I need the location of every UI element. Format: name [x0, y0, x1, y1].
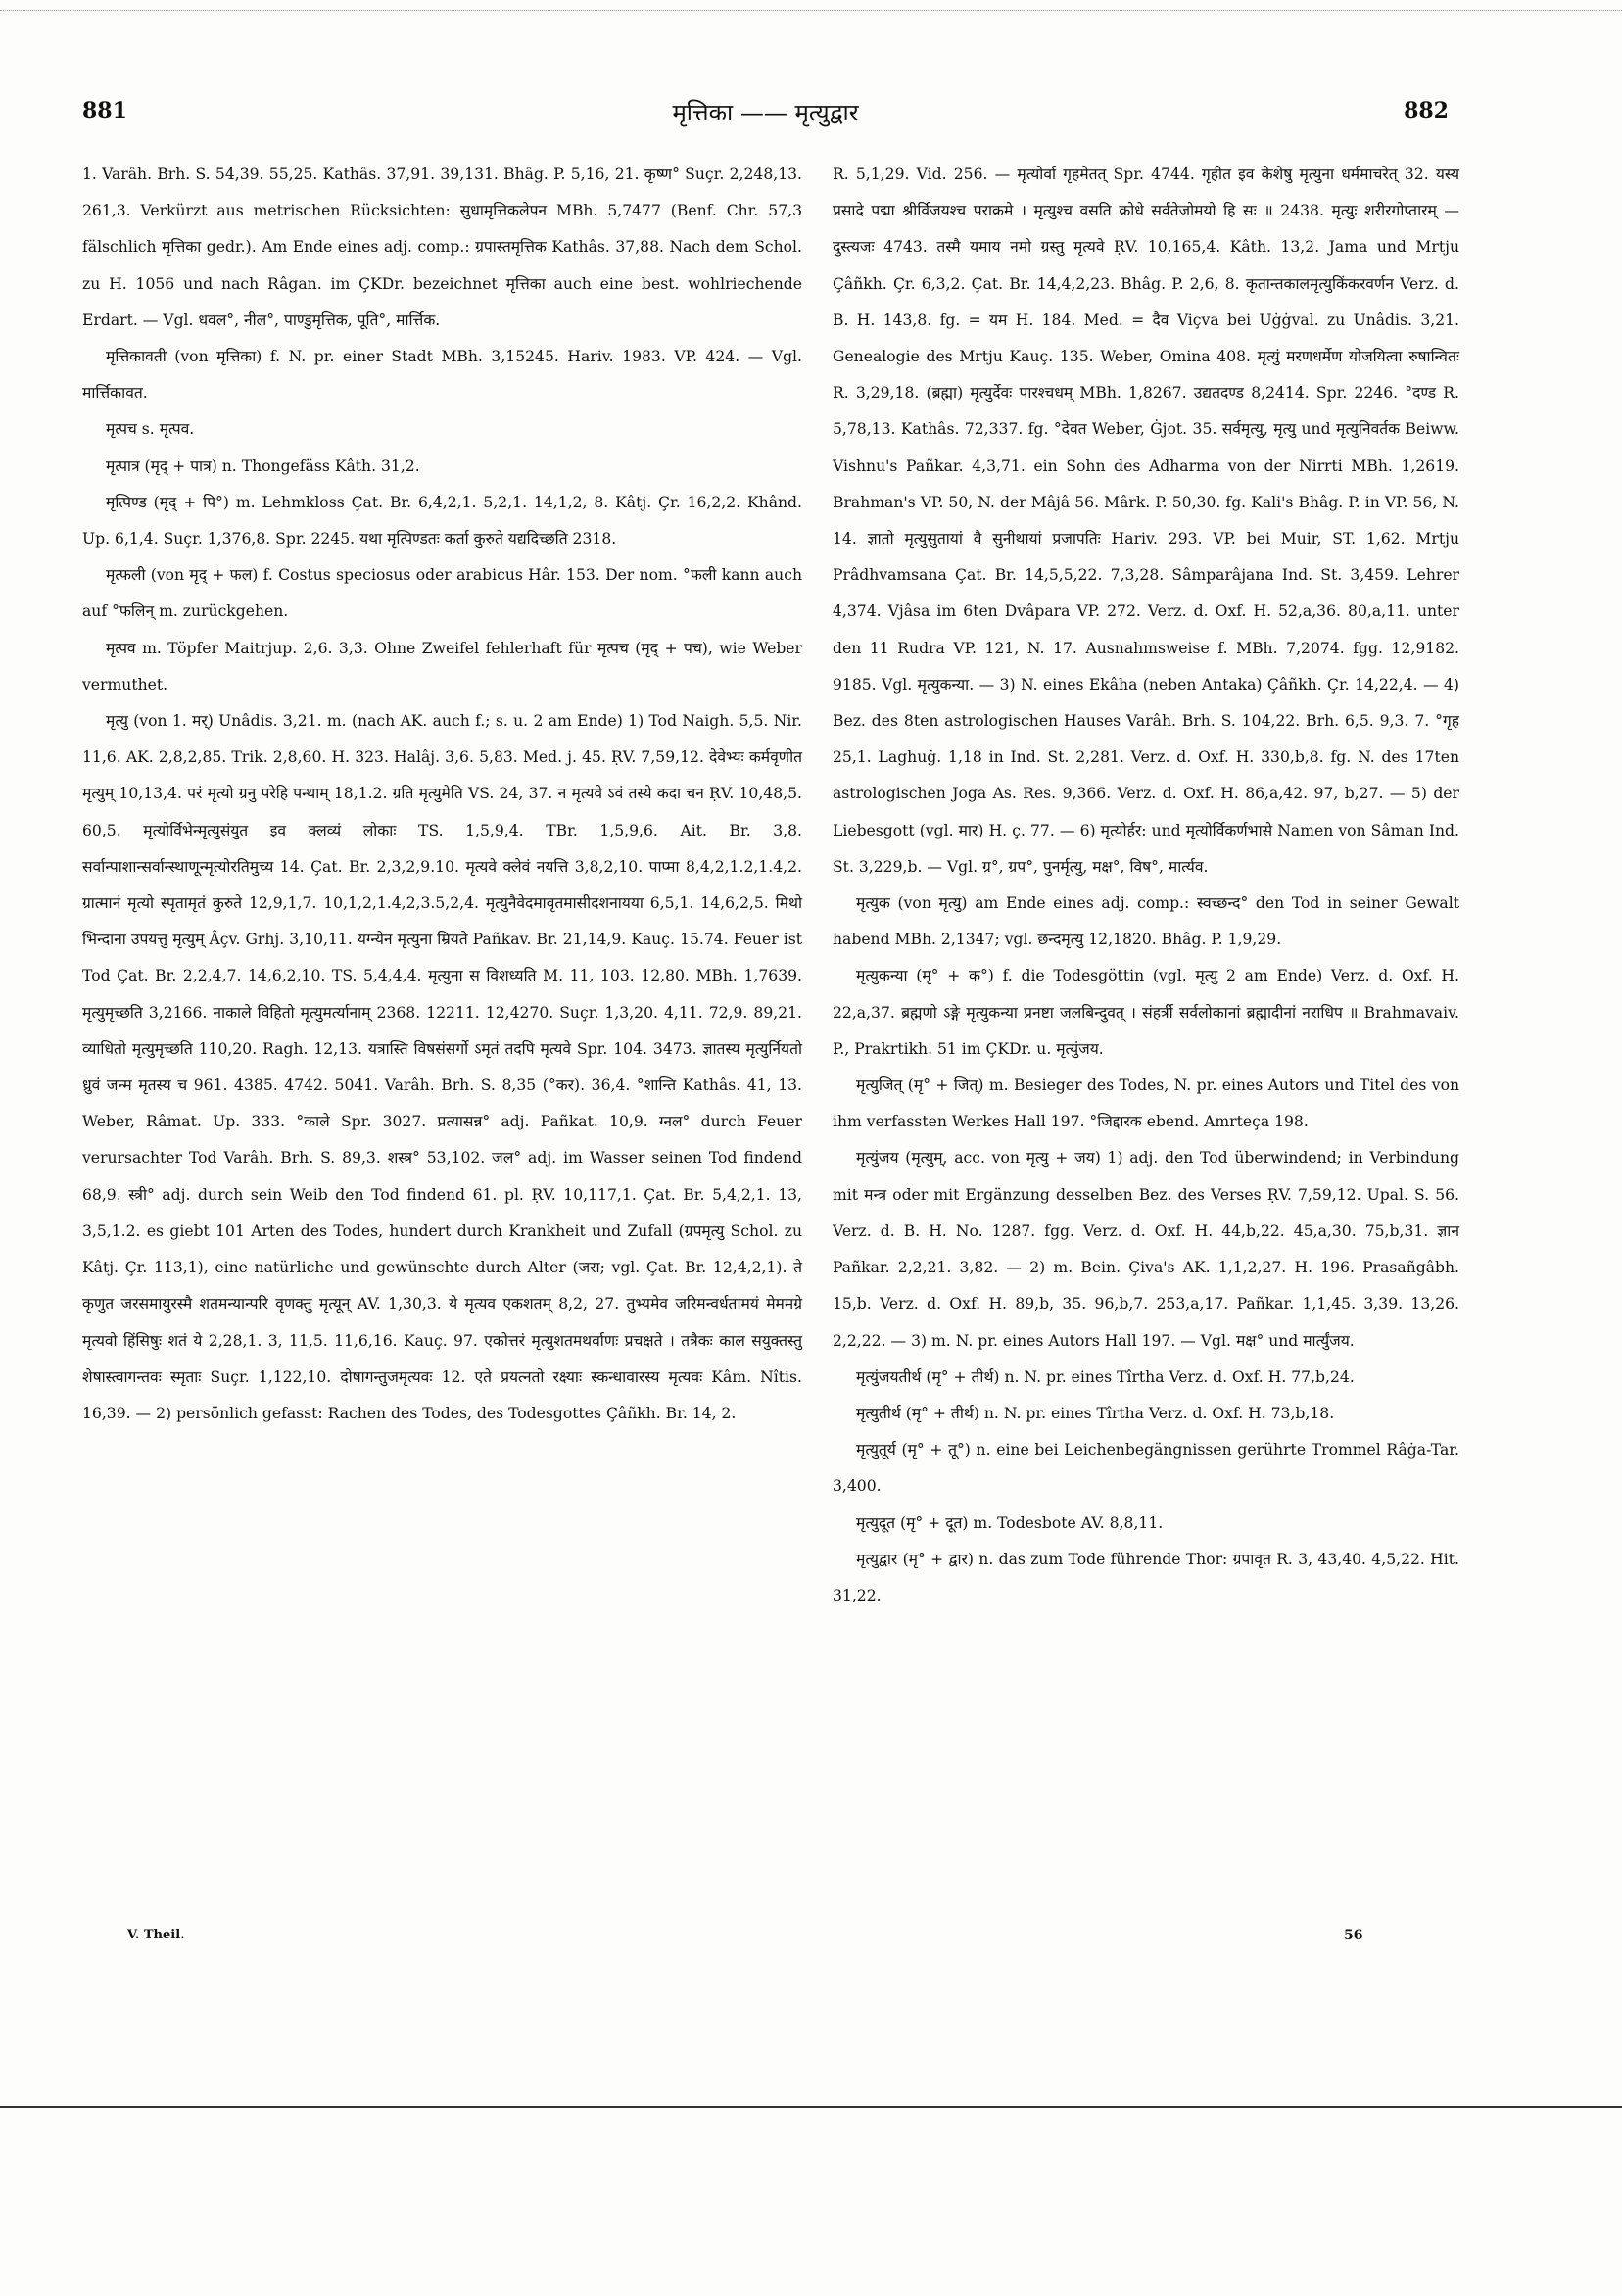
- left-column: [82, 157, 802, 1432]
- entry-text: R. 5,1,29. Vid. 256. — मृत्योर्वा गृहमेतत् Spr. 4744. गृहीत इव केशेषु मृत्युना धर्ममाचरेत् 32. यस्य प्रसादे पद्मा श्रीर्विजयश्च पराक्रमे । मृत्युश्च वसति क्रोधे सर्वतेजोमयो हि सः ॥ 2438. मृत्युः शरीरगोप्तारम् — दुस्त्यजः 4743. तस्मै यमाय नमो ग्रस्तु मृत्यवे ṚV. 10,165,4. Kâth. 13,2. Jama und Mrtju Çâñkh. Çr. 6,3,2. Çat. Br. 14,4,2,23. Bhâg. P. 2,6, 8. कृतान्तकालमृत्युकिंकरवर्णन Verz. d. B. H. 143,8. fg. = यम H. 184. Med. = दैव Viçva bei Uġġval. zu Unâdis. 3,21. Genealogie des Mrtju Kauç. 135. Weber, Omina 408. मृत्युं मरणधर्मेण योजयित्वा रुषान्वितः R. 3,29,18. (ब्रह्मा) मृत्युर्देवः पारश्चधम् MBh. 1,8267. उद्यतदण्ड 8,2414. Spr. 2246. °दण्ड R. 5,78,13. Kathâs. 72,337. fg. °देवत Weber, Ġjot. 35. सर्वमृत्यु, मृत्यु und मृत्युनिवर्तक Beiww. Vishnu's Pañkar. 4,3,71. ein Sohn des Adharma von der Nirrti MBh. 1,2619. Brahman's VP. 50, N. der Mâjâ 56. Mârk. P. 50,30. fg. Kali's Bhâg. P. in VP. 56, N. 14. ज्ञातो मृत्युसुतायां वै सुनीथायां प्रजापतिः Hariv. 293. VP. bei Muir, ST. 1,62. Mrtju Prâdhvamsana Çat. Br. 14,5,5,22. 7,3,28. Sâmparâjana Ind. St. 3,459. Lehrer 4,374. Vjâsa im 6ten Dvâpara VP. 272. Verz. d. Oxf. H. 52,a,36. 80,a,11. unter den 11 Rudra VP. 121, N. 17. Ausnahmsweise f. MBh. 7,2074. fgg. 12,9182. 9185. Vgl. मृत्युकन्या. — 3) N. eines Ekâha (neben Antaka) Çâñkh. Çr. 14,22,4. — 4) Bez. des 8ten astrologischen Hauses Varâh. Brh. S. 104,22. Brh. 6,5. 9,3. 7. °गृह 25,1. Laghuġ. 1,18 in Ind. St. 2,281. Verz. d. Oxf. H. 330,b,8. fg. N. des 17ten astrologischen Joga As. Res. 9,366. Verz. d. Oxf. H. 86,a,42. 97, b,27. — 5) der Liebesgott (vgl. मार) H. ç. 77. — 6) मृत्योर्हर: und मृत्योर्विकर्णभासे Namen von Sâman Ind. St. 3,229,b. — Vgl. ग्र°, ग्रप°, पुनर्मृत्यु, मक्ष°, विष°, मार्त्यव.: [833, 166, 1459, 876]
- entry-text: मृत्युकन्या (मृ° + क°) f. die Todesgöttin (vgl. मृत्यु 2 am Ende) Verz. d. Oxf. H. 22,a,37. ब्रह्मणो ऽङ्गे मृत्युकन्या प्रनष्टा जलबिन्दुवत् । संहर्त्री सर्वलोकानां ब्रह्मादीनां नराधिप ॥ Brahmavaiv. P., Prakrtikh. 51 im ÇKDr. u. मृत्युंजय.: [833, 967, 1459, 1058]
- entry-text: मृत्यु (von 1. मर्) Unâdis. 3,21. m. (nach AK. auch f.; s. u. 2 am Ende) 1) Tod Naigh. 5,5. Nir. 11,6. AK. 2,8,2,85. Trik. 2,8,60. H. 323. Halâj. 3,6. 5,83. Med. j. 45. ṚV. 7,59,12. देवेभ्यः कर्मवृणीत मृत्युम् 10,13,4. परं मृत्यो ग्रनु परेहि पन्थाम् 18,1.2. ग्रति मृत्युमेति VS. 24, 37. न मृत्यवे ऽवं तस्ये कदा चन ṚV. 10,48,5. 60,5. मृत्योर्विभेन्मृत्युसंयुत इव क्लव्यं लोकाः TS. 1,5,9,4. TBr. 1,5,9,6. Ait. Br. 3,8. सर्वान्पाशान्सर्वान्स्थाणून्मृत्योरतिमुच्य 14. Çat. Br. 2,3,2,9.10. मृत्यवे क्लेवं नयत्ति 3,8,2,10. पाप्मा 8,4,2,1.2,1.4,2. ग्रात्मानं मृत्यो स्पृतामृतं कुरुते 12,9,1,7. 10,1,2,1.4,2,3.5,2,4. मृत्युनैवेदमावृतमासीदशनायया 6,5,1. 14,6,2,5. मिथो भिन्दाना उपयत्तु मृत्युम् Âçv. Grhj. 3,10,11. यग्न्येन मृत्युना म्रियते Pañkav. Br. 21,14,9. Kauç. 15.74. Feuer ist Tod Çat. Br. 2,2,4,7. 14,6,2,10. TS. 5,4,4,4. मृत्युना स विशध्यति M. 11, 103. 12,80. MBh. 1,7639. मृत्युमृच्छति 3,2166. नाकाले विहितो मृत्युमर्त्यानाम् 2368. 12211. 12,4270. Suçr. 1,3,20. 4,11. 72,9. 89,21. व्याधितो मृत्युमृच्छति 110,20. Ragh. 12,13. यत्रास्ति विषसंसर्गो ऽमृतं तदपि मृत्यवे Spr. 104. 3473. ज्ञातस्य मृत्युर्नियतो ध्रुवं जन्म मृतस्य च 961. 4385. 4742. 5041. Varâh. Brh. S. 8,35 (°कर). 36,4. °शान्ति Kathâs. 41, 13. Weber, Râmat. Up. 333. °काले Spr. 3027. प्रत्यासन्न° adj. Pañkat. 10,9. ग्नल° durch Feuer verursachter Tod Varâh. Brh. S. 89,3. शस्त्र° 53,102. जल° adj. im Wasser seinen Tod findend 68,9. स्त्री° adj. durch sein Weib den Tod findend 61. pl. ṚV. 10,117,1. Çat. Br. 5,4,2,1. 13, 3,5,1.2. es giebt 101 Arten des Todes, hundert durch Krankheit und Zufall (ग्रपमृत्यु Schol. zu Kâtj. Çr. 113,1), eine natürliche und gewünschte durch Alter (जरा; vgl. Çat. Br. 12,4,2,1). ते कृणुत जरसमायुरस्मै शतमन्यान्परि वृणक्तु मृत्यून् AV. 1,30,3. ये मृत्यव एकशतम् 8,2, 27. तुभ्यमेव जरिमन्वर्धतामयं मेममग्रे मृत्यवो हिंसिषुः शतं ये 2,28,1. 3, 11,5. 11,6,16. Kauç. 97. एकोत्तरं मृत्युशतमथर्वाणः प्रचक्षते । तत्रैकः काल सयुक्तस्तु शेषास्त्वागन्तवः स्मृताः Suçr. 1,122,10. दोषागन्तुजमृत्यवः 12. एते प्रयत्नतो रक्ष्याः स्कन्धावारस्य मृत्यवः Kâm. Nîtis. 16,39. — 2) persönlich gefasst: Rachen des Todes, des Todesgottes Çâñkh. Br. 14, 2.: [82, 712, 802, 1422]
- entry-text: मृत्युजित् (मृ° + जित्) m. Besieger des Todes, N. pr. eines Autors und Titel des von ihm verfassten Werkes Hall 197. °जिद्दारक ebend. Amrteça 198.: [833, 1076, 1459, 1131]
- right-column: [833, 157, 1459, 1614]
- page-header: [82, 98, 1449, 133]
- signature-mark: 56: [1344, 1928, 1363, 1943]
- entry-text: मृत्युतीर्थ (मृ° + तीर्थ) n. N. pr. eines Tîrtha Verz. d. Oxf. H. 73,b,18.: [856, 1404, 1335, 1422]
- entry-text: मृत्युतूर्य (मृ° + तू°) n. eine bei Leichenbegängnissen gerührte Trommel Râġa-Tar. 3,400.: [833, 1441, 1459, 1496]
- entry-text: मृत्युक (von मृत्यु) am Ende eines adj. comp.: स्वच्छन्द° den Tod in seiner Gewalt habend MBh. 2,1347; vgl. छन्दमृत्यु 12,1820. Bhâg. P. 1,9,29.: [833, 894, 1459, 949]
- entry-text: मृत्पात्र (मृद् + पात्र) n. Thongefäss Kâth. 31,2.: [106, 456, 420, 475]
- running-title: मृत्तिका —— मृत्युद्वार: [672, 99, 859, 126]
- entry-text: मृत्तिकावती (von मृत्तिका) f. N. pr. einer Stadt MBh. 3,15245. Hariv. 1983. VP. 424. — Vgl. मार्त्तिकावत.: [82, 348, 802, 403]
- scan-top-edge: [0, 0, 1622, 11]
- page-number-left: 881: [82, 98, 127, 123]
- entry-text: 1. Varâh. Brh. S. 54,39. 55,25. Kathâs. 37,91. 39,131. Bhâg. P. 5,16, 21. कृष्ण° Suçr. 2,248,13. 261,3. Verkürzt aus metrischen Rücksichten: सुधामृत्तिकलेपन MBh. 5,7477 (Benf. Chr. 57,3 fälschlich मृत्तिका gedr.). Am Ende eines adj. comp.: ग्रपास्तमृत्तिक Kathâs. 37,88. Nach dem Schol. zu H. 1056 und nach Râgan. im ÇKDr. bezeichnet मृत्तिका auch eine best. wohlriechende Erdart. — Vgl. धवल°, नील°, पाण्डुमृत्तिक, पूति°, मार्त्तिक.: [82, 166, 802, 329]
- entry-text: मृत्युदूत (मृ° + दूत) m. Todesbote AV. 8,8,11.: [856, 1513, 1164, 1532]
- volume-note: V. Theil.: [127, 1928, 185, 1942]
- entry-text: मृत्पच s. मृत्पव.: [106, 420, 195, 439]
- entry-text: मृत्पव m. Töpfer Maitrjup. 2,6. 3,3. Ohne Zweifel fehlerhaft für मृत्पच (मृद् + पच), wie Weber vermuthet.: [82, 639, 802, 694]
- entry-text: मृत्युंजयतीर्थ (मृ° + तीर्थ) n. N. pr. eines Tîrtha Verz. d. Oxf. H. 77,b,24.: [856, 1367, 1355, 1386]
- entry-text: मृत्युद्वार (मृ° + द्वार) n. das zum Tode führende Thor: ग्रपावृत R. 3, 43,40. 4,5,22. Hit. 31,22.: [833, 1550, 1459, 1604]
- entry-text: मृत्युंजय (मृत्युम्, acc. von मृत्यु + जय) 1) adj. den Tod überwindend; in Verbindung mit मन्त्र oder mit Ergänzung desselben Bez. des Verses ṚV. 7,59,12. Upal. S. 56. Verz. d. B. H. No. 1287. fgg. Verz. d. Oxf. H. 44,b,22. 45,a,30. 75,b,31. ज्ञान Pañkar. 2,2,21. 3,82. — 2) m. Bein. Çiva's AK. 1,1,2,27. H. 196. Prasañgâbh. 15,b. Verz. d. Oxf. H. 89,b, 35. 96,b,7. 253,a,17. Pañkar. 1,1,45. 3,39. 13,26. 2,2,22. — 3) m. N. pr. eines Autors Hall 197. — Vgl. मक्ष° und मार्त्युंजय.: [833, 1149, 1459, 1350]
- page-number-right: 882: [1404, 98, 1449, 123]
- entry-text: मृत्फली (von मृद् + फल) f. Costus speciosus oder arabicus Hâr. 153. Der nom. °फली kann auch auf °फलिन् m. zurückgehen.: [82, 566, 802, 621]
- entry-text: मृत्पिण्ड (मृद् + पि°) m. Lehmkloss Çat. Br. 6,4,2,1. 5,2,1. 14,1,2, 8. Kâtj. Çr. 16,2,2. Khând. Up. 6,1,4. Suçr. 1,376,8. Spr. 2245. यथा मृत्पिण्डतः कर्ता कुरुते यद्यदिच्छति 2318.: [82, 493, 802, 549]
- bottom-rule: [0, 2106, 1622, 2108]
